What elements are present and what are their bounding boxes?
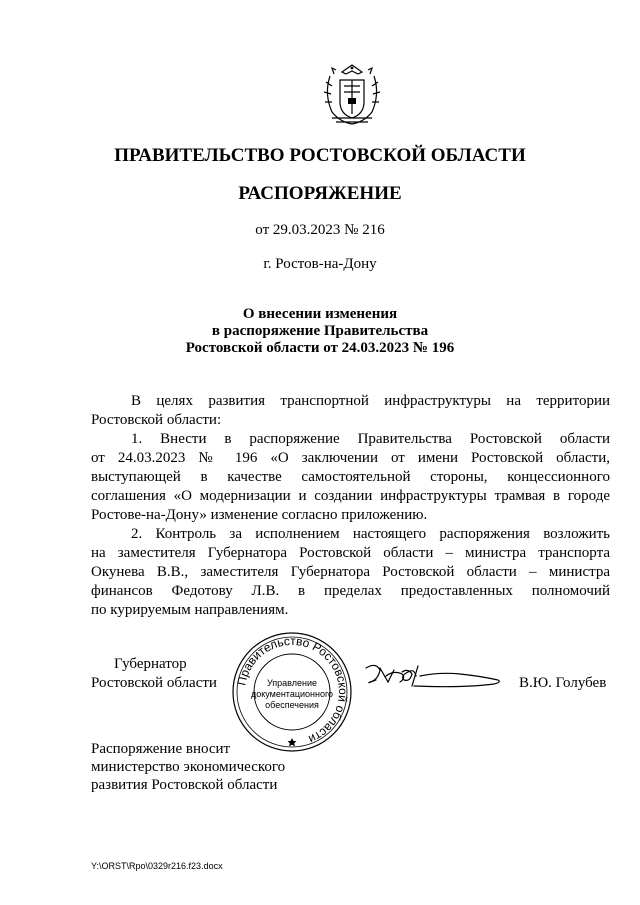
- body-line: В целях развития транспортной инфраструктуры на территории: [131, 393, 610, 409]
- title-line: в распоряжение Правительства: [211, 323, 429, 339]
- body-line: от 24.03.2023 № 196 «О заключении от имени Ростовской области,: [91, 450, 610, 466]
- city: г. Ростов-на-Дону: [263, 256, 377, 272]
- body-line: Ростовской области:: [91, 412, 222, 428]
- submitter-line: Распоряжение вносит: [91, 741, 231, 757]
- document-title: [150, 306, 490, 357]
- submitter-line: министерство экономического: [91, 759, 286, 775]
- body-line: финансов Федотову Л.В. в пределах предоставленных полномочий: [91, 583, 610, 599]
- date-number: от 29.03.2023 № 216: [255, 222, 385, 238]
- seal-center-line: документационного: [250, 689, 334, 699]
- body-line: Окунева В.В., заместителя Губернатора Ростовской области – министра: [91, 564, 610, 580]
- title-line: Ростовской области от 24.03.2023 № 196: [185, 340, 455, 356]
- handwritten-signature-icon: [362, 660, 502, 694]
- round-seal-icon: [230, 630, 354, 754]
- seal-ring-text: Правительство Ростовской области: [234, 633, 351, 747]
- signer-position: Ростовской области: [91, 675, 217, 691]
- body-line: Ростове-на-Дону» изменение согласно приложению.: [91, 507, 428, 523]
- signer-position: Губернатор: [114, 656, 187, 672]
- body-line: соглашения «О модернизации и создании инфраструктуры трамвая в городе: [91, 488, 610, 504]
- seal-center-line: обеспечения: [265, 700, 319, 710]
- body-line: выступающей в качестве самостоятельной стороны, концессионного: [91, 469, 610, 485]
- coat-of-arms-icon: [318, 62, 386, 130]
- government-name: ПРАВИТЕЛЬСТВО РОСТОВСКОЙ ОБЛАСТИ: [114, 145, 526, 166]
- seal-center-line: Управление: [266, 678, 318, 688]
- document-type: РАСПОРЯЖЕНИЕ: [238, 183, 402, 204]
- submitter-line: развития Ростовской области: [91, 777, 278, 793]
- body-line: по курируемым направлениям.: [91, 602, 289, 618]
- title-line: О внесении изменения: [242, 306, 398, 322]
- body-line: 1. Внести в распоряжение Правительства Ростовской области: [131, 431, 610, 447]
- file-path: Y:\ORST\Rpo\0329r216.f23.docx: [91, 861, 223, 871]
- body-line: на заместителя Губернатора Ростовской области – министра транспорта: [91, 545, 610, 561]
- signer-name: В.Ю. Голубев: [519, 675, 607, 691]
- body-line: 2. Контроль за исполнением настоящего распоряжения возложить: [131, 526, 610, 542]
